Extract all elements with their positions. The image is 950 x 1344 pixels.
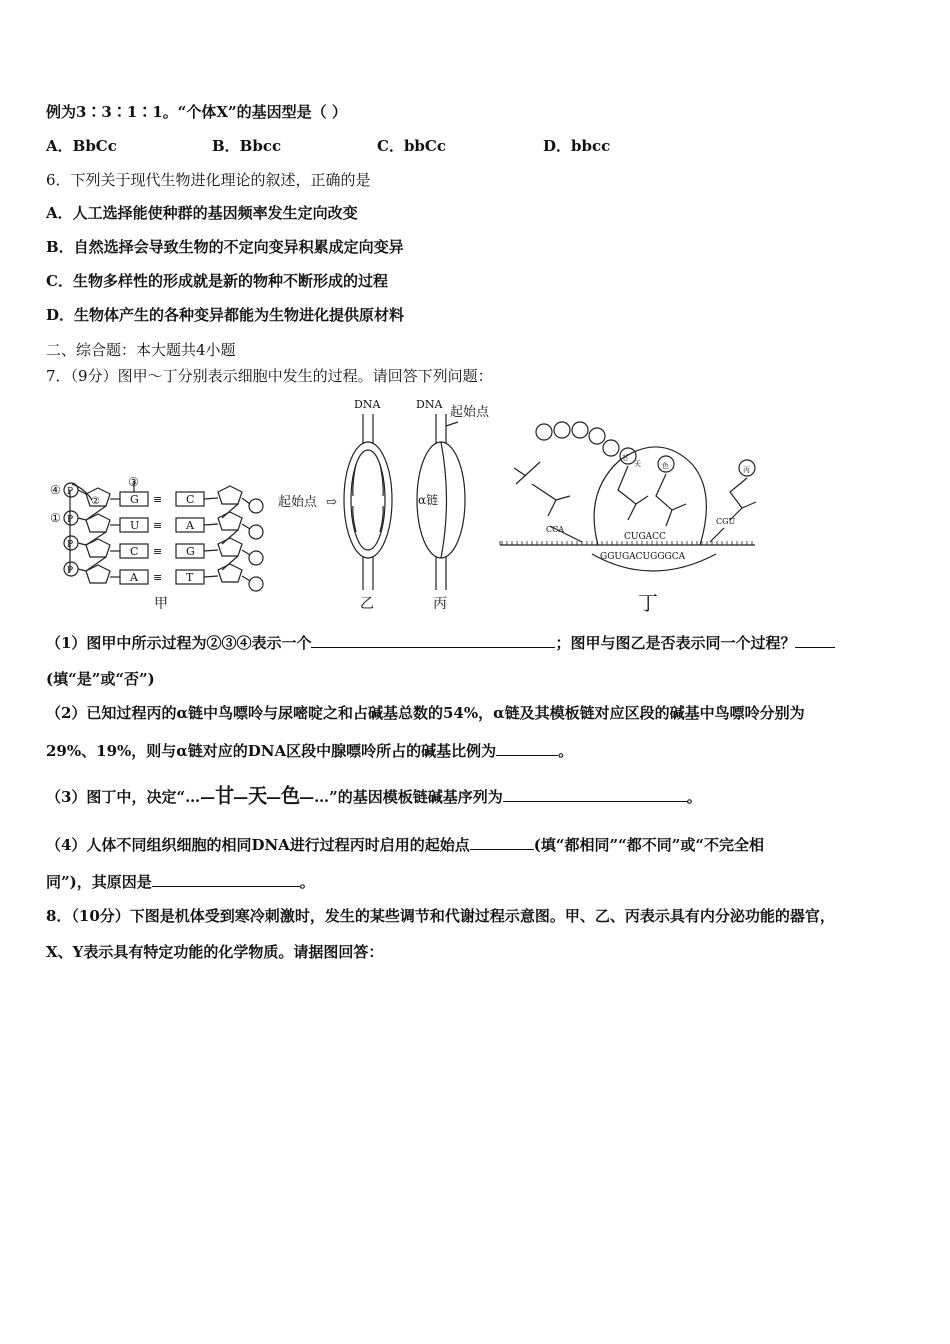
sugar-icon xyxy=(86,539,110,557)
figure-yi xyxy=(344,414,392,590)
q7-sub4-c: 同”)，其原因是 xyxy=(46,873,152,891)
q7-sub1-line1 xyxy=(46,632,835,653)
amino-acid-glyph: 甘 xyxy=(215,784,234,808)
right-base: C xyxy=(186,493,195,506)
caption-yi: 乙 xyxy=(360,596,374,612)
answer-blank[interactable] xyxy=(503,786,687,802)
answer-blank[interactable] xyxy=(470,834,534,850)
figure-ding xyxy=(500,422,756,571)
sugar-icon xyxy=(86,514,110,532)
phosphate-label: P xyxy=(67,487,74,497)
left-base: G xyxy=(130,493,139,506)
section2-title: 二、综合题：本大题共4小题 xyxy=(46,341,236,359)
q5-option-d[interactable]: D．bbcc xyxy=(543,137,611,155)
answer-blank[interactable] xyxy=(496,740,558,756)
q6-option-d[interactable]: D．生物体产生的各种变异都能为生物进化提供原材料 xyxy=(46,306,405,324)
aa-label: 丙 xyxy=(743,466,750,474)
aa-label: 天 xyxy=(634,460,641,468)
q6-option-c[interactable]: C．生物多样性的形成就是新的物种不断形成的过程 xyxy=(46,272,388,290)
marker-1: ① xyxy=(50,511,61,525)
h-bond: ≡ xyxy=(153,519,163,532)
amino-acid-glyph: 色 xyxy=(281,784,300,808)
q5-option-a[interactable]: A．BbCc xyxy=(46,137,117,155)
left-base: C xyxy=(130,545,139,558)
answer-blank[interactable] xyxy=(795,632,835,648)
dna-label-bing: DNA xyxy=(416,398,443,411)
q7-sub3-end: 。 xyxy=(686,788,702,806)
anticodon-right: CGU xyxy=(716,517,736,526)
q7-sub3: （3）图丁中，决定“…—甘—天—色—…”的基因模板链碱基序列为 。 xyxy=(46,784,702,808)
aa-label: 色 xyxy=(662,462,669,470)
h-bond: ≡ xyxy=(153,493,163,506)
q7-stem: 7．（9分）图甲～丁分别表示细胞中发生的过程。请回答下列问题： xyxy=(46,367,493,385)
q7-sub2-b: 29%、19%，则与α链对应的DNA区段中腺嘌呤所占的碱基比例为 xyxy=(46,742,497,760)
right-base: T xyxy=(186,571,194,584)
origin-label-bing: 起始点 xyxy=(450,405,490,420)
dna-label-yi: DNA xyxy=(354,398,381,411)
q7-sub4-b: (填“都相同”“都不同”或“不完全相 xyxy=(533,836,765,854)
marker-2: ② xyxy=(91,496,100,507)
phosphate-label: P xyxy=(67,540,74,550)
anticodon-left: CCA xyxy=(546,525,565,534)
phosphate-label: P xyxy=(67,515,74,525)
q7-sub4-line1 xyxy=(46,834,764,855)
q6-option-b[interactable]: B．自然选择会导致生物的不定向变异积累成定向变异 xyxy=(46,238,404,256)
q7-sub2-end: 。 xyxy=(558,742,574,760)
marker-3: ③ xyxy=(128,475,139,489)
right-base: A xyxy=(186,519,194,532)
chain-label: α链 xyxy=(418,493,439,507)
q7-sub3-a: （3）图丁中，决定“…— xyxy=(46,788,216,806)
arrow-right-icon: ⇨ xyxy=(326,495,337,510)
q7-sub1-b: ；图甲与图乙是否表示同一个过程？ xyxy=(555,634,796,652)
phosphate-label: P xyxy=(67,566,74,576)
mrna-sequence: GGUGACUGGGCA xyxy=(600,552,686,562)
q7-sub2-line1: （2）已知过程丙的α链中鸟嘌呤与尿嘧啶之和占碱基总数的54%，α链及其模板链对应区段的碱基中鸟嘌呤分别为 xyxy=(46,704,805,722)
amino-acid-glyph: 天 xyxy=(248,784,267,808)
ribosome-codons: CUGACC xyxy=(624,532,666,542)
left-base: A xyxy=(130,571,138,584)
right-base: G xyxy=(186,545,195,558)
q6-stem: 6．下列关于现代生物进化理论的叙述，正确的是 xyxy=(46,171,371,189)
q8-stem-line2: X、Y表示具有特定功能的化学物质。请据图回答： xyxy=(46,943,384,961)
caption-jia: 甲 xyxy=(154,596,168,612)
answer-blank[interactable] xyxy=(311,632,555,648)
q7-sub1-a: （1）图甲中所示过程为②③④表示一个 xyxy=(46,634,312,652)
q5-option-b[interactable]: B．Bbcc xyxy=(212,137,282,155)
q5-stem-tail: 例为3∶3∶1∶1。“个体X”的基因型是（ ） xyxy=(46,103,347,121)
q7-sub4-line2 xyxy=(46,871,315,892)
q5-option-c[interactable]: C．bbCc xyxy=(377,137,446,155)
answer-blank[interactable] xyxy=(152,871,300,887)
marker-4: ④ xyxy=(50,483,61,497)
q7-sub1-c: (填“是”或“否”) xyxy=(46,670,155,688)
q7-sub4-end: 。 xyxy=(299,873,315,891)
q7-sub4-a: （4）人体不同组织细胞的相同DNA进行过程丙时启用的起始点 xyxy=(46,836,470,854)
caption-ding: 丁 xyxy=(638,591,658,615)
q7-figure xyxy=(40,392,780,620)
q6-option-a[interactable]: A．人工选择能使种群的基因频率发生定向改变 xyxy=(46,204,358,222)
q7-sub3-b: —…”的基因模板链碱基序列为 xyxy=(299,788,503,806)
h-bond: ≡ xyxy=(153,571,163,584)
aa-label: 甘 xyxy=(622,454,629,462)
h-bond: ≡ xyxy=(153,545,163,558)
q8-stem-line1: 8．（10分）下图是机体受到寒冷刺激时，发生的某些调节和代谢过程示意图。甲、乙、丙表示具有内分泌功能的器官， xyxy=(46,907,835,925)
q7-sub2-line2 xyxy=(46,740,573,761)
origin-label-yi: 起始点 xyxy=(278,495,318,510)
caption-bing: 丙 xyxy=(433,596,447,612)
left-base: U xyxy=(130,519,140,532)
sugar-icon xyxy=(86,565,110,583)
